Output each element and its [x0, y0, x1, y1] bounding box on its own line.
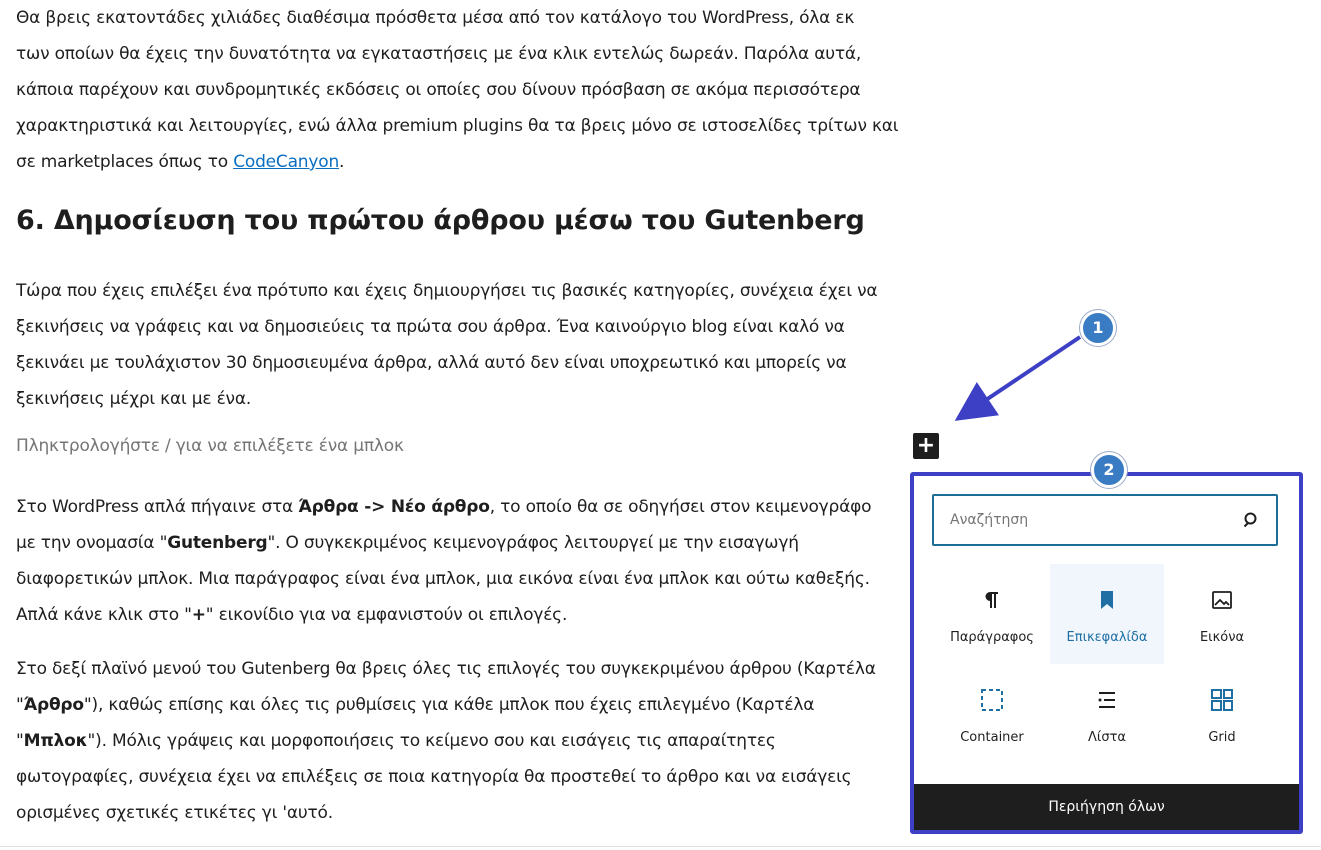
- text-line: ξεκινήσεις να γράφεις και να δημοσιεύεις τα πρώτα σου άρθρα. Ένα καινούργιο blog είναι καλό να: [16, 317, 845, 337]
- text-fragment: ". Ο συγκεκριμένος κειμενογράφος λειτουργεί με την εισαγωγή: [267, 533, 799, 553]
- text-fragment: με την ονομασία ": [16, 533, 168, 553]
- text-fragment: , το οποίο θα σε οδηγήσει στον κειμενογράφο: [489, 497, 872, 517]
- block-label: Grid: [1208, 730, 1236, 745]
- list-icon: [1050, 688, 1164, 712]
- bold-text: +: [191, 605, 206, 625]
- text-fragment: Απλά κάνε κλικ στο ": [16, 605, 192, 625]
- block-label: Παράγραφος: [950, 630, 1034, 645]
- text-line: ορισμένες σχετικές ετικέτες γι 'αυτό.: [16, 803, 333, 823]
- block-container[interactable]: [935, 664, 1049, 764]
- image-icon: [1165, 588, 1279, 612]
- text-line: [16, 525, 976, 561]
- text-line: των οποίων θα έχεις την δυνατότητα να εγκαταστήσεις με ένα κλικ εντελώς δωρεάν. Παρόλα αυτά,: [16, 44, 862, 64]
- bold-text: Άρθρα -> Νέο άρθρο: [298, 497, 490, 517]
- text-line: διαφορετικών μπλοκ. Μια παράγραφος είναι ένα μπλοκ, μια εικόνα είναι ένα μπλοκ και ούτω καθεξής.: [16, 569, 870, 589]
- paragraph-sidebar[interactable]: [16, 651, 976, 831]
- text-line: φωτογραφίες, συνέχεια έχει να επιλέξεις σε ποια κατηγορία θα προστεθεί το άρθρο και να εισάγεις: [16, 767, 852, 787]
- text-fragment: σε marketplaces όπως το: [16, 152, 234, 172]
- block-label: Container: [960, 730, 1024, 745]
- text-line: χαρακτηριστικά και λειτουργίες, ενώ άλλα premium plugins θα τα βρεις μόνο σε ιστοσελίδες τρίτων και: [16, 116, 899, 136]
- block-inserter-panel: [910, 472, 1303, 834]
- text-line: ξεκινήσεις μέχρι και με ένα.: [16, 389, 252, 409]
- block-grid-item[interactable]: [1165, 664, 1279, 764]
- block-label: Επικεφαλίδα: [1066, 630, 1148, 645]
- text-line: Θα βρεις εκατοντάδες χιλιάδες διαθέσιμα πρόσθετα μέσα από τον κατάλογο του WordPress, όλα εκ: [16, 8, 855, 28]
- section-heading[interactable]: 6. Δημοσίευση του πρώτου άρθρου μέσω του Gutenberg: [16, 205, 865, 236]
- text-fragment: " εικονίδιο για να εμφανιστούν οι επιλογές.: [205, 605, 568, 625]
- search-icon[interactable]: [1242, 510, 1262, 534]
- browse-all-button[interactable]: Περιήγηση όλων: [914, 784, 1299, 830]
- annotation-badge-1: 1: [1080, 310, 1116, 346]
- bold-text: Gutenberg: [167, 533, 268, 553]
- container-icon: [935, 688, 1049, 712]
- text-fragment: .: [339, 152, 345, 172]
- text-line: [16, 723, 976, 759]
- paragraph-icon: [935, 588, 1049, 612]
- search-placeholder: Αναζήτηση: [950, 512, 1029, 528]
- text-line: [16, 597, 976, 633]
- text-line: κάποια παρέχουν και συνδρομητικές εκδόσεις οι οποίες σου δίνουν πρόσβαση σε ακόμα περισσότερα: [16, 80, 861, 100]
- block-heading[interactable]: [1050, 564, 1164, 664]
- text-fragment: ": [16, 695, 24, 715]
- bold-text: Μπλοκ: [23, 731, 88, 751]
- block-image[interactable]: [1165, 564, 1279, 664]
- block-inserter-toggle-button[interactable]: +: [913, 433, 939, 459]
- text-fragment: Στο WordPress απλά πήγαινε στα: [16, 497, 299, 517]
- bookmark-icon: [1050, 588, 1164, 612]
- text-line: Τώρα που έχεις επιλέξει ένα πρότυπο και έχεις δημιουργήσει τις βασικές κατηγορίες, συνέχεια έχει να: [16, 281, 878, 301]
- text-line: [16, 687, 976, 723]
- text-line: ξεκινάει με τουλάχιστον 30 δημοσιευμένα άρθρα, αλλά αυτό δεν είναι υποχρεωτικό και μπορείς να: [16, 353, 847, 373]
- text-fragment: "). Μόλις γράψεις και μορφοποιήσεις το κείμενο σου και εισάγεις τις απαραίτητες: [87, 731, 776, 751]
- block-label: Λίστα: [1088, 730, 1126, 745]
- block-label: Εικόνα: [1199, 630, 1245, 645]
- bold-text: Άρθρο: [23, 695, 84, 715]
- block-paragraph[interactable]: [935, 564, 1049, 664]
- divider: [0, 846, 1321, 847]
- empty-block-placeholder[interactable]: Πληκτρολογήστε / για να επιλέξετε ένα μπλοκ: [16, 436, 404, 456]
- annotation-badge-2: 2: [1091, 452, 1127, 488]
- text-line: [16, 489, 976, 525]
- text-fragment: ": [16, 731, 24, 751]
- paragraph-intro[interactable]: [16, 273, 931, 417]
- codecanyon-link[interactable]: CodeCanyon: [233, 152, 340, 172]
- grid-icon: [1165, 688, 1279, 712]
- text-line: [16, 144, 946, 180]
- block-list[interactable]: [1050, 664, 1164, 764]
- paragraph-plugins[interactable]: [16, 0, 946, 180]
- inserter-search-input[interactable]: [932, 494, 1278, 546]
- text-line: Στο δεξί πλαϊνό μενού του Gutenberg θα βρεις όλες τις επιλογές του συγκεκριμένου άρθρου (Καρτέλα: [16, 659, 876, 679]
- paragraph-gutenberg[interactable]: [16, 489, 976, 633]
- text-fragment: "), καθώς επίσης και όλες τις ρυθμίσεις για κάθε μπλοκ που έχεις επιλεγμένο (Καρτέλα: [83, 695, 815, 715]
